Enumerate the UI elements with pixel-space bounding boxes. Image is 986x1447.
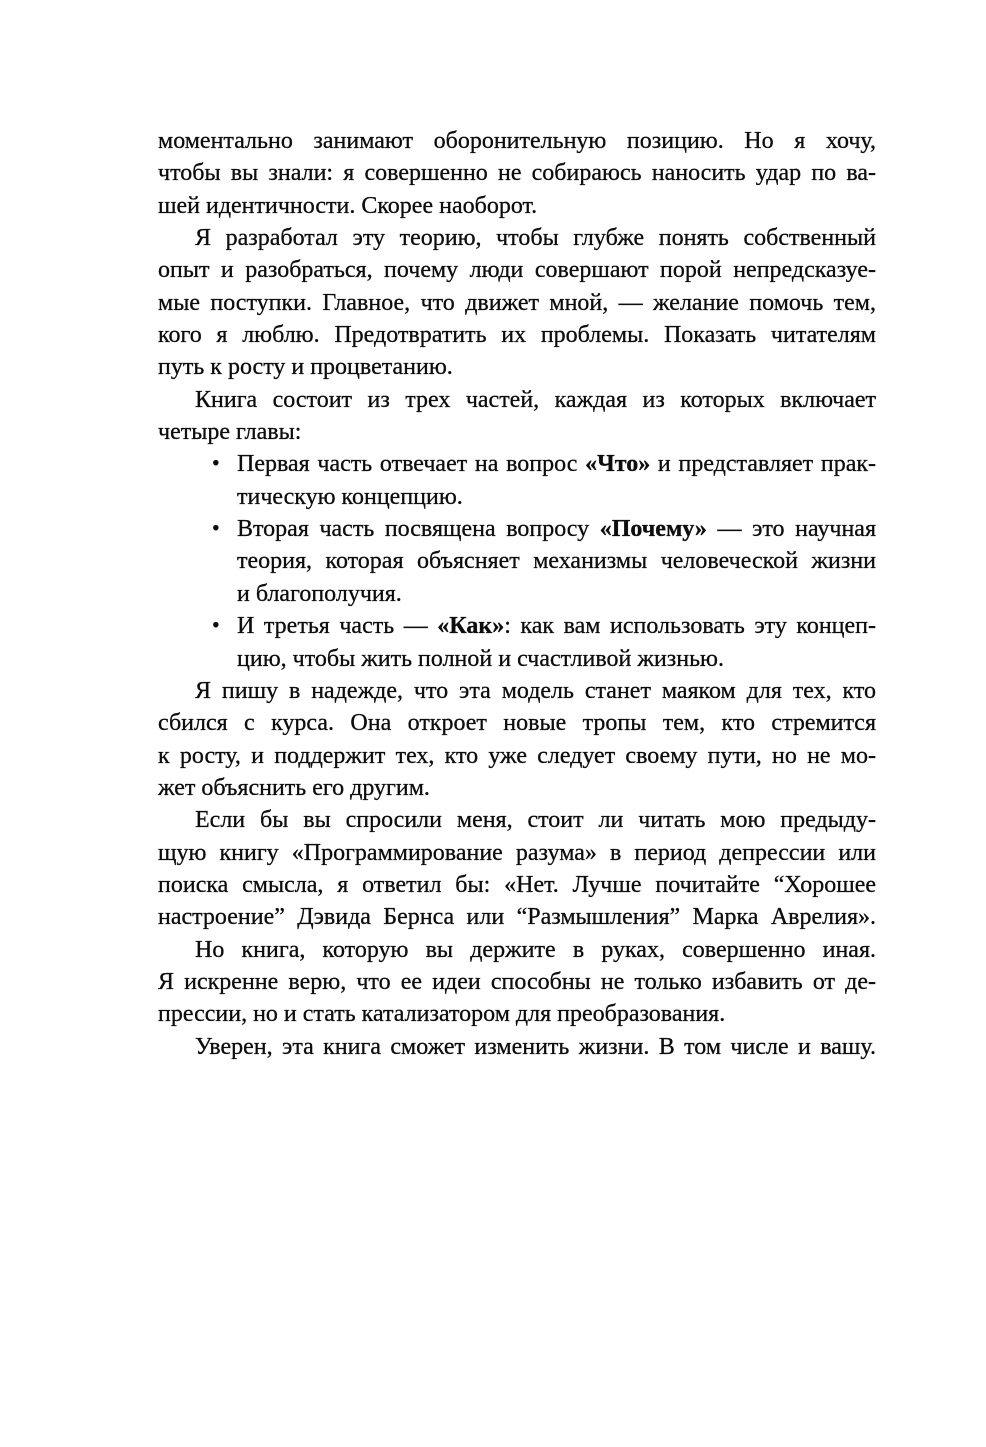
text-segment-bold: «Что» xyxy=(585,451,651,478)
text-line: Если бы вы спросили меня, стоит ли читать мою предыду- xyxy=(195,807,876,834)
text-segment: — это научная xyxy=(706,516,876,543)
text-line: теория, которая объясняет механизмы человеческой жизни xyxy=(237,548,876,575)
text-line: жет объяснить его другим. xyxy=(158,774,430,801)
text-segment-bold: «Как» xyxy=(437,613,505,640)
text-line: тическую концепцию. xyxy=(237,483,463,510)
text-line: опыт и разобраться, почему люди совершают порой непредсказуе- xyxy=(158,257,876,284)
bullet-icon: • xyxy=(212,450,220,476)
bullet-icon: • xyxy=(212,612,220,638)
text-segment-bold: «Почему» xyxy=(599,516,707,543)
text-line: щую книгу «Программирование разума» в период депрессии или xyxy=(158,839,876,866)
text-segment: : как вам использовать эту концеп- xyxy=(504,613,877,640)
text-line: поиска смысла, я ответил бы: «Нет. Лучше почитайте “Хорошее xyxy=(158,871,876,898)
list-item xyxy=(158,448,876,480)
text-line: чтобы вы знали: я совершенно не собираюсь наносить удар по ва- xyxy=(158,160,876,187)
text-segment: Вторая часть посвящена вопросу xyxy=(237,516,600,543)
text-line: сбился с курса. Она откроет новые тропы тем, кто стремится xyxy=(158,710,876,737)
text-line: Я искренне верю, что ее идеи способны не только избавить от де- xyxy=(158,968,876,995)
text-line: Уверен, эта книга сможет изменить жизни. В том числе и вашу. xyxy=(195,1033,876,1060)
text-line: Я пишу в надежде, что эта модель станет маяком для тех, кто xyxy=(195,677,876,704)
text-line: и благополучия. xyxy=(237,580,402,607)
text-segment: и представляет прак- xyxy=(650,451,877,478)
text-line: путь к росту и процветанию. xyxy=(158,354,453,381)
page-text xyxy=(158,125,876,1063)
text-segment: Первая часть отвечает на вопрос xyxy=(237,451,586,478)
text-line: кого я люблю. Предотвратить их проблемы. Показать читателям xyxy=(158,322,876,349)
text-line: прессии, но и стать катализатором для преобразования. xyxy=(158,1001,726,1028)
text-line: цию, чтобы жить полной и счастливой жизнью. xyxy=(237,645,724,672)
text-line: шей идентичности. Скорее наоборот. xyxy=(158,192,538,219)
bullet-icon: • xyxy=(212,515,220,541)
text-line: Но книга, которую вы держите в руках, совершенно иная. xyxy=(195,936,876,963)
text-line: настроение” Дэвида Бернса или “Размышления” Марка Аврелия». xyxy=(158,904,876,931)
list-item xyxy=(158,610,876,642)
text-line: четыре главы: xyxy=(158,419,302,446)
list-item xyxy=(158,513,876,545)
text-segment: И третья часть — xyxy=(237,613,438,640)
text-line: к росту, и поддержит тех, кто уже следует своему пути, но не мо- xyxy=(158,742,876,769)
text-line: мые поступки. Главное, что движет мной, — желание помочь тем, xyxy=(158,289,876,316)
text-line: Книга состоит из трех частей, каждая из которых включает xyxy=(195,386,876,413)
text-line: Я разработал эту теорию, чтобы глубже понять собственный xyxy=(195,225,876,252)
text-line: моментально занимают оборонительную позицию. Но я хочу, xyxy=(158,128,876,154)
